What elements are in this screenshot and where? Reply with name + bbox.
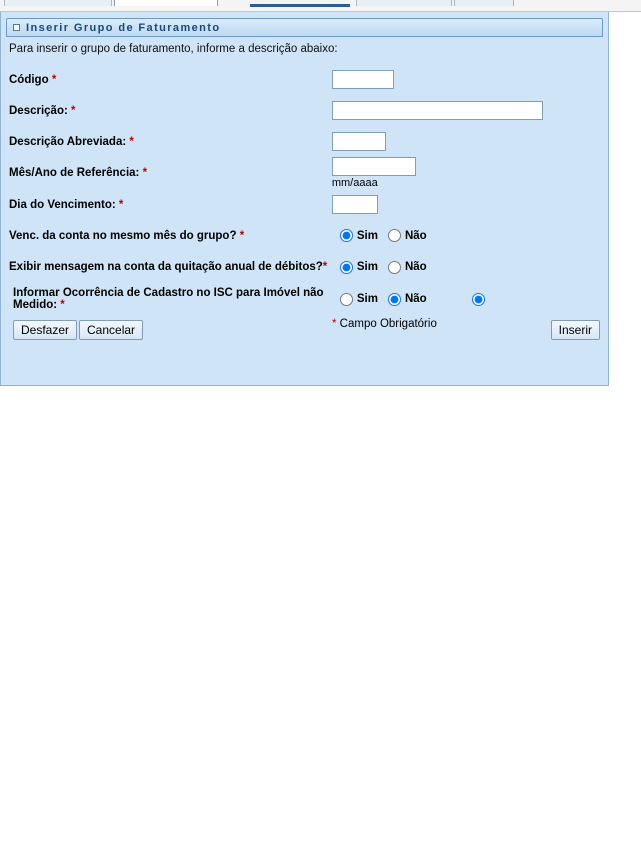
label-venc-mesmo-mes: Venc. da conta no mesmo mês do grupo? [9,229,237,242]
informar-ocorrencia-radio-group[interactable] [332,293,608,306]
informar-ocorrencia-option-sim[interactable] [340,293,378,306]
insert-billing-group-panel [0,12,609,386]
venc-mesmo-mes-radio-group[interactable] [332,229,608,242]
informar-ocorrencia-label-nao: Não [404,293,427,305]
form-footer [1,318,608,348]
exibir-mensagem-radio-group[interactable] [332,261,608,274]
venc-mesmo-mes-label-nao: Não [404,229,427,242]
label-codigo: Código [9,73,49,86]
venc-mesmo-mes-label-sim: Sim [356,229,378,242]
billing-group-form [1,64,608,315]
panel-titlebar [6,18,603,37]
tab-sliver-4[interactable] [454,0,514,6]
label-codigo-cell [1,64,332,95]
field-mes-ano-cell [332,157,608,189]
required-star-venc-mesmo-mes: * [239,229,245,242]
field-informar-ocorrencia-cell [332,283,608,315]
required-star-codigo: * [51,73,57,86]
required-star-dia-vencimento: * [118,198,124,211]
required-star-descricao-abreviada: * [129,135,134,148]
required-note-star: * [332,318,337,330]
tab-strip [0,0,641,12]
tab-sliver-3[interactable] [356,0,452,6]
required-star-informar-ocorrencia: * [60,299,65,311]
exibir-mensagem-radio-nao[interactable] [388,261,401,274]
panel-bullet-icon [13,24,20,31]
label-descricao: Descrição: [9,104,68,117]
informar-ocorrencia-label-sim: Sim [356,293,378,305]
mes-ano-format-hint: mm/aaaa [331,177,378,189]
exibir-mensagem-option-nao[interactable] [388,261,427,274]
submit-button[interactable]: Inserir [551,320,600,340]
informar-ocorrencia-option-extra[interactable] [472,293,489,306]
label-mes-ano-referencia: Mês/Ano de Referência: [9,167,140,179]
instruction-text: Para inserir o grupo de faturamento, informe a descrição abaixo: [9,43,338,55]
label-dia-vencimento: Dia do Vencimento: [9,198,116,211]
undo-button[interactable]: Desfazer [13,320,77,340]
label-descricao-abreviada: Descrição Abreviada: [9,135,127,148]
required-field-note [332,318,437,330]
field-descricao-abreviada-cell [332,126,608,157]
label-informar-ocorrencia-cell [1,283,332,315]
required-star-descricao: * [71,104,76,117]
field-codigo-cell [332,64,608,95]
form-row-exibir-mensagem [1,251,608,283]
dia-vencimento-input[interactable] [332,195,378,214]
required-star-mes-ano: * [142,167,148,179]
field-venc-mesmo-mes-cell [332,220,608,251]
form-row-mes-ano-referencia [1,157,608,189]
required-note-text: Campo Obrigatório [336,318,437,330]
informar-ocorrencia-radio-nao[interactable] [388,293,401,306]
label-exibir-mensagem-cell [1,251,332,283]
required-star-exibir-mensagem: * [322,261,328,273]
label-dia-vencimento-cell [1,189,332,220]
venc-mesmo-mes-radio-nao[interactable] [388,229,401,242]
codigo-input[interactable] [332,70,394,89]
venc-mesmo-mes-radio-sim[interactable] [340,229,353,242]
label-venc-mesmo-mes-cell [1,220,332,251]
field-descricao-cell [332,95,608,126]
form-row-venc-mesmo-mes [1,220,608,251]
tab-sliver-1[interactable] [4,0,112,6]
form-row-descricao [1,95,608,126]
field-exibir-mensagem-cell [332,251,608,283]
field-dia-vencimento-cell [332,189,608,220]
form-row-descricao-abreviada [1,126,608,157]
label-exibir-mensagem: Exibir mensagem na conta da quitação anual de débitos? [9,261,323,273]
descricao-input[interactable] [332,101,543,120]
informar-ocorrencia-radio-sim[interactable] [340,293,353,306]
form-row-dia-vencimento [1,189,608,220]
form-row-informar-ocorrencia [1,283,608,315]
label-descricao-cell [1,95,332,126]
exibir-mensagem-label-sim: Sim [356,261,378,273]
label-mes-ano-cell [1,157,332,189]
descricao-abreviada-input[interactable] [332,132,386,151]
mes-ano-referencia-input[interactable] [332,157,416,176]
venc-mesmo-mes-option-sim[interactable] [340,229,378,242]
form-row-codigo [1,64,608,95]
exibir-mensagem-radio-sim[interactable] [340,261,353,274]
exibir-mensagem-label-nao: Não [404,261,427,273]
page-title: Inserir Grupo de Faturamento [26,21,221,34]
tab-underline-accent [250,4,350,7]
informar-ocorrencia-option-nao[interactable] [388,293,427,306]
tab-sliver-2-active[interactable] [114,0,218,6]
cancel-button[interactable]: Cancelar [79,320,143,340]
label-informar-ocorrencia: Informar Ocorrência de Cadastro no ISC para Imóvel não Medido: [13,287,324,311]
exibir-mensagem-option-sim[interactable] [340,261,378,274]
informar-ocorrencia-radio-extra[interactable] [472,293,485,306]
venc-mesmo-mes-option-nao[interactable] [388,229,427,242]
label-descricao-abreviada-cell [1,126,332,157]
